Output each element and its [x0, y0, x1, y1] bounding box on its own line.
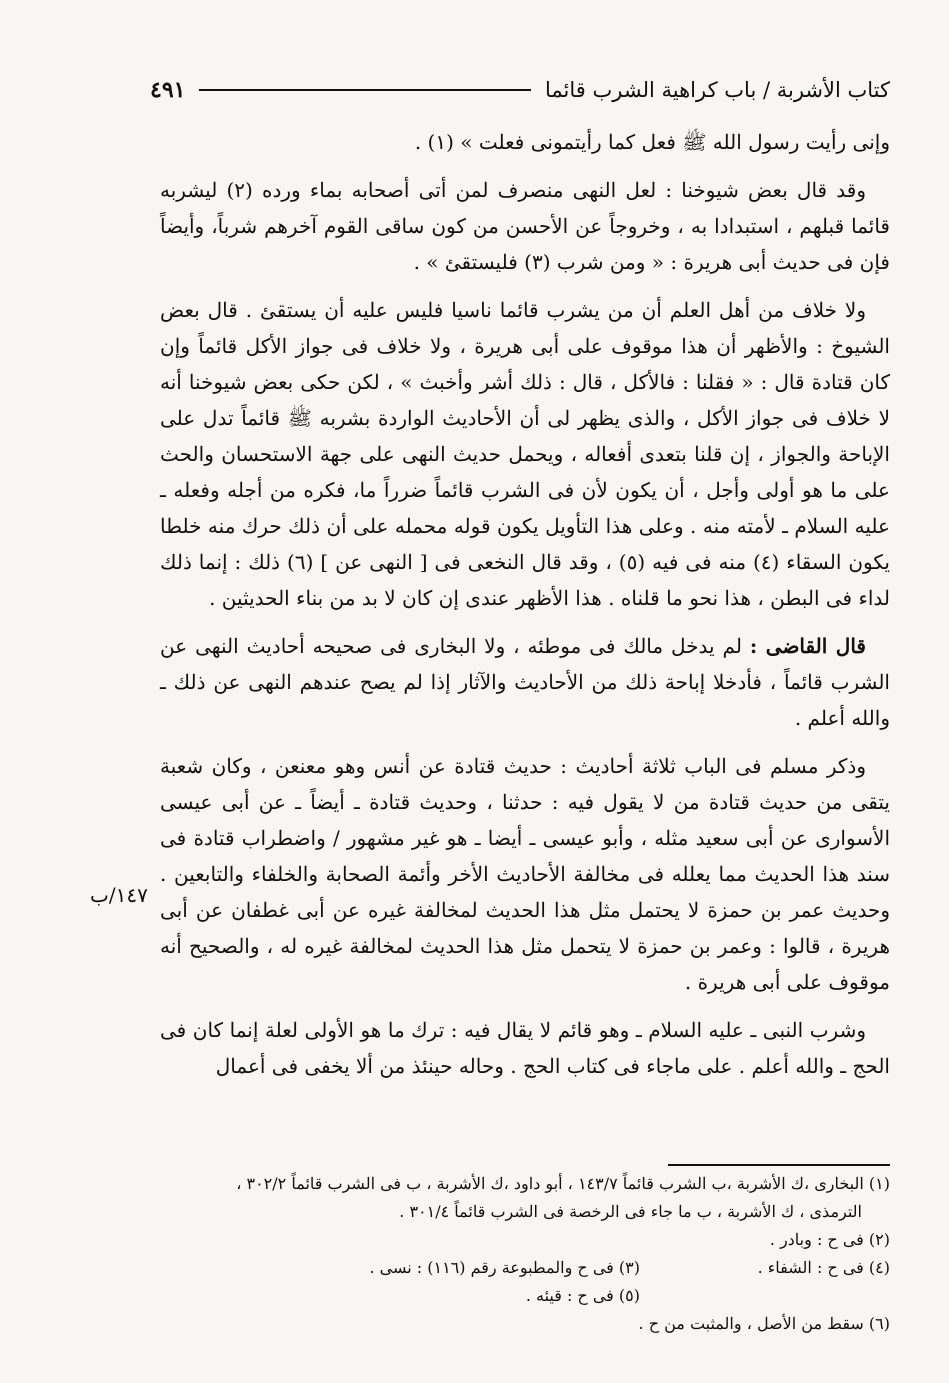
footnote-6: (٦) سقط من الأصل ، والمثبت من ح . [638, 1314, 890, 1333]
paragraph-5: وذكر مسلم فى الباب ثلاثة أحاديث : حديث قتادة عن أنس وهو معنعن ، وكان شعبة يتقى من حديث قتادة من لا يقول فيه : حدثنا ، وحديث قتادة ـ أيضاً ـ عن أبى عيسى الأسوارى عن أبى سعيد مثله ، وأبو عيسى ـ أيضا ـ هو غير مشهور / واضطراب قتادة فى سند هذا الحديث مما يعلله فى مخالفة الأحاديث الأخر وأئمة الصحابة والخلفاء والتابعين . وحديث عمر بن حمزة لا يحتمل مثل هذا الحديث لمخالفة غيره عن أبى غطفان عن أبى هريرة ، قالوا : وعمر بن حمزة لا يتحمل مثل هذا الحديث لمخالفة غيره له ، والصحيح أنه موقوف على أبى هريرة . [160, 754, 890, 994]
chapter-title: كتاب الأشربة / باب كراهية الشرب قائما [545, 78, 890, 102]
running-header [150, 70, 890, 110]
footnote-2: (٢) فى ح : وبادر . [769, 1230, 890, 1249]
footnote-1-line-2: الترمذى ، ك الأشربة ، ب ما جاء فى الرخصة فى الشرب قائماً ٣٠١/٤ . [399, 1202, 862, 1221]
paragraph-3: ولا خلاف من أهل العلم أن من يشرب قائما ناسيا فليس عليه أن يستقئ . قال بعض الشيوخ : والأظهر أن هذا موقوف على أبى هريرة ، ولا خلاف فى جواز الأكل قائماً وإن كان قتادة قال : « فقلنا : فالأكل ، قال : ذلك أشر وأخبث » ، لكن حكى بعض شيوخنا أنه لا خلاف فى جواز الأكل ، والذى يظهر لى أن الأحاديث الواردة بشربه ﷺ قائماً تدل على الإباحة والجواز ، إن قلنا بتعدى أفعاله ، ويحمل حديث النهى على جهة الاستحسان والحث على ما هو أولى وأجل ، أن يكون لأن فى الشرب قائماً ضرراً ما، فكره من أجله وفعله ـ عليه السلام ـ لأمته منه . وعلى هذا التأويل يكون قوله محمله على أن ذلك حرك منه خلطا يكون السقاء (٤) منه فى فيه (٥) ، وقد قال النخعى فى [ النهى عن ] (٦) ذلك : إنما ذلك لداء فى البطن ، هذا نحو ما قلناه . هذا الأظهر عندى إن كان لا بد من بناء الحديثين . [160, 298, 890, 610]
footnote-rule [668, 1164, 890, 1166]
footnote-1-line-1: (١) البخارى ،ك الأشربة ،ب الشرب قائماً ١٤٣/٧ ، أبو داود ،ك الأشربة ، ب فى الشرب قائماً ٣٠٢/٢ ، [236, 1174, 890, 1193]
footnote-5-spacer [640, 1282, 890, 1310]
main-text [160, 124, 890, 1096]
manuscript-folio-note: ١٤٧/ب [90, 883, 148, 907]
page-number: ٤٩١ [150, 77, 186, 103]
footnote-3: (٣) فى ح والمطبوعة رقم (١١٦) : نسى . [369, 1258, 640, 1277]
footnotes [170, 1170, 890, 1338]
qadi-label: قال القاضى : [749, 634, 866, 658]
paragraph-6: وشرب النبى ـ عليه السلام ـ وهو قائم لا يقال فيه : ترك ما هو الأولى لعلة إنما كان فى الحج ـ والله أعلم . على ماجاء فى كتاب الحج . وحاله حينئذ من ألا يخفى فى أعمال [160, 1018, 890, 1078]
paragraph-4-text: لم يدخل مالك فى موطئه ، ولا البخارى فى صحيحه أحاديث النهى عن الشرب قائماً ، فأدخلا إباحة ذلك من الأحاديث والآثار إذا لم يصح عندهم النهى عن ذلك ـ والله أعلم . [160, 634, 890, 730]
footnote-row-5 [170, 1282, 890, 1310]
paragraph-1: وإنى رأيت رسول الله ﷺ فعل كما رأيتمونى فعلت » (١) . [414, 130, 890, 154]
footnote-5: (٥) فى ح : قيئه . [525, 1286, 640, 1305]
paragraph-4 [160, 628, 890, 736]
footnote-4: (٤) فى ح : الشفاء . [757, 1258, 890, 1277]
header-rule [199, 89, 531, 91]
footnote-row-3 [170, 1254, 890, 1282]
paragraph-2: وقد قال بعض شيوخنا : لعل النهى منصرف لمن أتى أصحابه بماء ورده (٢) ليشربه قائما قبلهم ، استبدادا به ، وخروجاً عن الأحسن من كون ساقى القوم آخرهم شرباً، وأيضاً فإن فى حديث أبى هريرة : « ومن شرب (٣) فليستقئ » . [160, 178, 890, 274]
